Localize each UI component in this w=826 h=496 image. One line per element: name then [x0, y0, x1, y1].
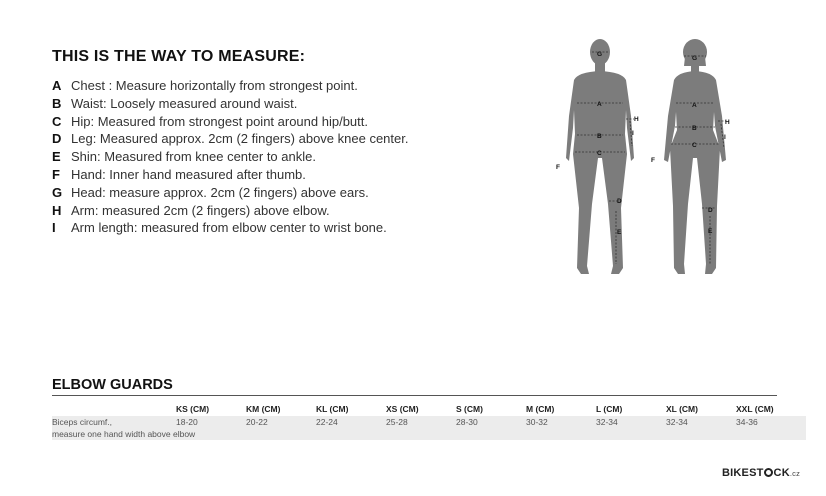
female-label-a: A	[692, 102, 697, 109]
instruction-item	[52, 130, 408, 148]
male-label-f: F	[556, 164, 560, 171]
instruction-key: A	[52, 78, 62, 93]
instruction-key: B	[52, 95, 62, 111]
male-label-e: E	[617, 229, 622, 236]
instruction-item	[52, 166, 408, 184]
instruction-text: Hand: Inner hand measured after thumb.	[71, 166, 306, 182]
table-cell: 32-34	[666, 416, 736, 428]
instruction-item	[52, 219, 408, 237]
male-label-b: B	[597, 133, 602, 140]
table-header-cell: S (CM)	[456, 404, 483, 414]
instruction-item	[52, 202, 408, 220]
female-label-g: G	[692, 55, 698, 62]
logo-o-icon	[764, 468, 773, 477]
instruction-key: G	[52, 184, 63, 200]
table-header-cell: M (CM)	[526, 404, 555, 414]
female-figure	[664, 39, 726, 274]
instruction-item	[52, 148, 408, 166]
bikestock-logo	[722, 467, 800, 479]
table-header-cell: KM (CM)	[246, 404, 281, 414]
instruction-key: I	[52, 220, 56, 236]
female-label-b: B	[692, 125, 697, 132]
female-label-f: F	[651, 157, 655, 164]
table-header-row	[52, 402, 806, 416]
instruction-item	[52, 184, 408, 202]
logo-text-part1: BIKEST	[722, 467, 764, 479]
male-label-d: D	[617, 198, 622, 205]
instruction-key: C	[52, 113, 62, 129]
female-label-i: I	[724, 134, 726, 141]
logo-text-part2: CK	[773, 467, 790, 479]
instruction-text: Shin: Measured from knee center to ankle.	[71, 149, 316, 165]
table-header-cell: XL (CM)	[666, 404, 698, 414]
instruction-item	[52, 95, 408, 113]
male-label-a: A	[597, 101, 602, 108]
table-header-empty	[52, 402, 176, 416]
measure-instructions-list	[52, 77, 408, 237]
instruction-key: D	[52, 131, 62, 147]
instruction-key: E	[52, 149, 61, 165]
male-label-i: I	[632, 130, 634, 137]
elbow-guards-title: ELBOW GUARDS	[52, 377, 173, 393]
table-header-cell: XS (CM)	[386, 404, 419, 414]
instruction-text: Hip: Measured from strongest point around hip/butt.	[71, 113, 368, 129]
table-cell: 28-30	[456, 416, 526, 428]
instruction-text: Arm: measured 2cm (2 fingers) above elbow.	[71, 202, 330, 218]
table-header-cell: XXL (CM)	[736, 404, 774, 414]
male-label-g: G	[597, 51, 603, 58]
instruction-text: Head: measure approx. 2cm (2 fingers) above ears.	[71, 184, 369, 200]
table-cell: 25-28	[386, 416, 456, 428]
table-cell: 22-24	[316, 416, 386, 428]
instruction-key: H	[52, 202, 62, 218]
table-header-cell: L (CM)	[596, 404, 623, 414]
table-header-cell: KS (CM)	[176, 404, 210, 414]
section-divider	[52, 395, 777, 396]
logo-tld: .cz	[789, 469, 801, 478]
male-label-h: H	[634, 116, 639, 123]
table-row	[52, 416, 806, 428]
instruction-item	[52, 113, 408, 131]
measure-guide-title: THIS IS THE WAY TO MEASURE:	[52, 48, 306, 65]
table-cell: 32-34	[596, 416, 666, 428]
table-cell: 30-32	[526, 416, 596, 428]
measure-note: measure one hand width above elbow	[52, 428, 806, 440]
body-measurement-figures	[550, 36, 750, 282]
female-label-h: H	[725, 119, 730, 126]
table-header-cell: KL (CM)	[316, 404, 349, 414]
table-cell: 20-22	[246, 416, 316, 428]
elbow-guards-size-table	[52, 402, 806, 440]
male-label-c: C	[597, 150, 602, 157]
instruction-text: Leg: Measured approx. 2cm (2 fingers) above knee center.	[71, 131, 409, 147]
table-cell: 34-36	[736, 416, 806, 428]
instruction-text: Chest : Measure horizontally from strongest point.	[71, 78, 358, 93]
instruction-key: F	[52, 166, 60, 182]
instruction-text: Arm length: measured from elbow center to wrist bone.	[71, 220, 387, 236]
table-row-note	[52, 428, 806, 440]
female-label-e: E	[708, 228, 713, 235]
row-label: Biceps circumf.,	[52, 416, 176, 428]
table-cell: 18-20	[176, 416, 246, 428]
female-label-c: C	[692, 142, 697, 149]
instruction-item	[52, 77, 408, 95]
female-label-d: D	[708, 207, 713, 214]
instruction-text: Waist: Loosely measured around waist.	[71, 95, 298, 111]
